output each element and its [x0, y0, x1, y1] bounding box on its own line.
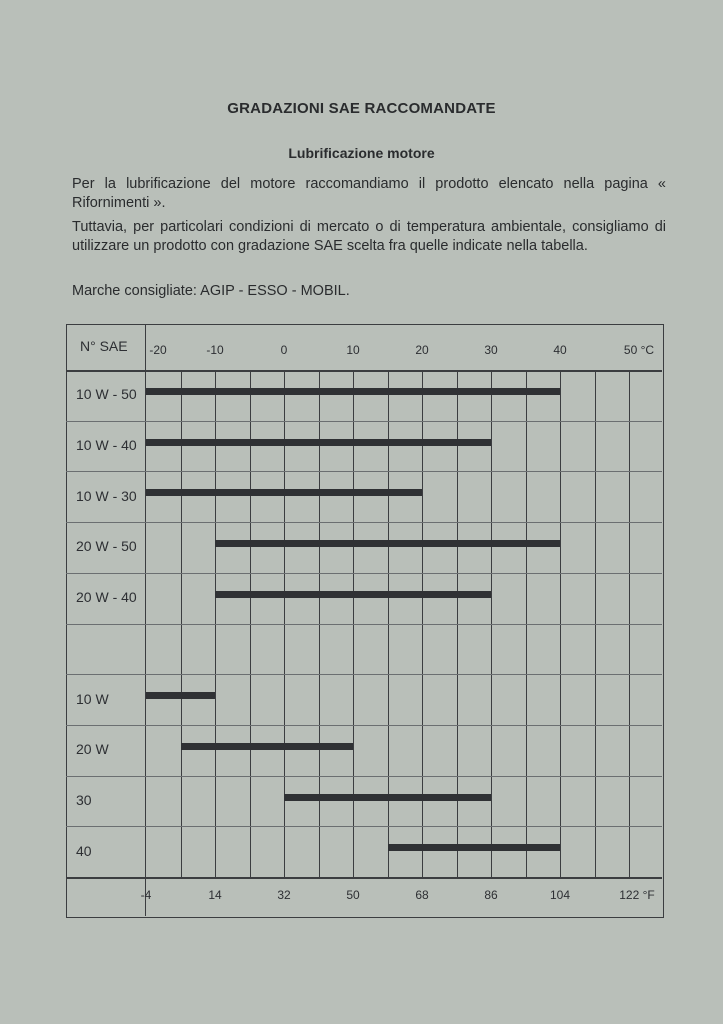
fahrenheit-tick-label: 68 [415, 888, 429, 902]
row-label: 10 W - 40 [76, 437, 137, 454]
row-label: 10 W [76, 690, 109, 707]
table-frame [66, 324, 664, 918]
celsius-tick-label: 50 °C [623, 343, 655, 357]
celsius-tick-label: 30 [484, 343, 498, 357]
footer-divider [66, 877, 662, 879]
temperature-range-bar [181, 743, 354, 750]
fahrenheit-tick-label: 50 [346, 888, 360, 902]
row-label: 20 W - 40 [76, 589, 137, 606]
page-title: GRADAZIONI SAE RACCOMANDATE [227, 100, 496, 117]
grid-row-line [66, 522, 662, 523]
temperature-range-bar [146, 692, 215, 699]
temperature-range-bar [215, 540, 560, 547]
row-label: 30 [76, 791, 92, 808]
temperature-range-bar [146, 439, 491, 446]
grid-row-line [66, 826, 662, 827]
paragraph-intro: Per la lubrificazione del motore raccomandiamo il prodotto elencato nella pagina « Rifornimenti ». [72, 176, 666, 211]
celsius-tick-label: 20 [415, 343, 429, 357]
grid-row-line [66, 674, 662, 675]
section-title: Lubrificazione motore [288, 145, 435, 161]
temperature-range-bar [388, 844, 561, 851]
celsius-tick-label: 10 [346, 343, 360, 357]
row-label: 10 W - 50 [76, 386, 137, 403]
row-label: 10 W - 30 [76, 487, 137, 504]
grid-row-line [66, 624, 662, 625]
temperature-range-bar [146, 489, 422, 496]
header-divider [66, 370, 662, 372]
temperature-range-bar [215, 591, 491, 598]
fahrenheit-tick-label: 14 [208, 888, 222, 902]
grid-row-line [66, 725, 662, 726]
fahrenheit-tick-label: 86 [484, 888, 498, 902]
fahrenheit-tick-label: 122 °F [619, 888, 655, 902]
celsius-tick-label: -10 [206, 343, 224, 357]
celsius-tick-label: 40 [553, 343, 567, 357]
table-header-label: N° SAE [80, 338, 128, 354]
temperature-range-bar [284, 794, 491, 801]
celsius-tick-label: -20 [149, 343, 167, 357]
celsius-tick-label: 0 [280, 343, 288, 357]
row-label: 20 W - 50 [76, 538, 137, 555]
grid-row-line [66, 471, 662, 472]
grid-row-line [66, 573, 662, 574]
temperature-range-bar [146, 388, 560, 395]
row-label: 40 [76, 842, 92, 859]
fahrenheit-tick-label: -4 [140, 888, 152, 902]
grid-row-line [66, 776, 662, 777]
paragraph-brands: Marche consigliate: AGIP - ESSO - MOBIL. [72, 283, 350, 299]
fahrenheit-tick-label: 104 [549, 888, 571, 902]
fahrenheit-tick-label: 32 [277, 888, 291, 902]
grid-row-line [66, 421, 662, 422]
row-label: 20 W [76, 741, 109, 758]
paragraph-conditions: Tuttavia, per particolari condizioni di mercato o di temperatura ambientale, consigliamo di utilizzare un prodotto con gradazione SAE scelta fra quelle indicate nella tabella. [72, 219, 666, 254]
